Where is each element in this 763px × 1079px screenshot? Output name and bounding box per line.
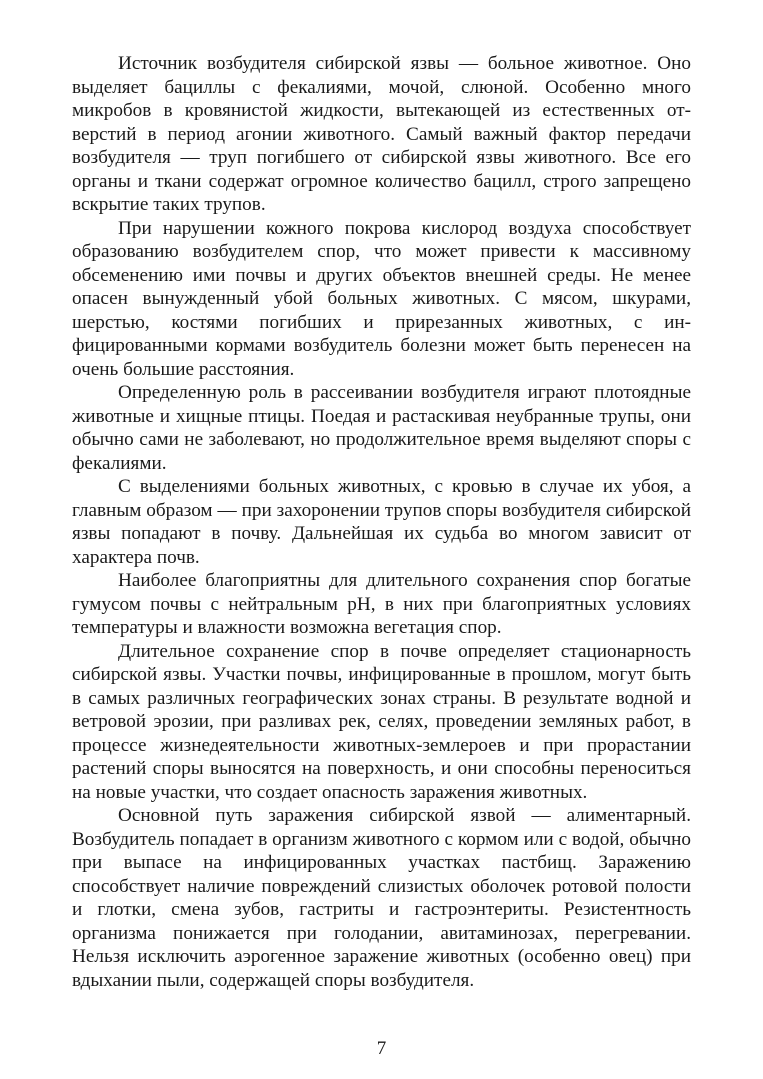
paragraph-5: Наиболее благоприятны для длительного сохранения спор богатые гумусом почвы с нейтральным pH, в них при благоприятных условиях температуры и влажности возможна вегетация спор. bbox=[72, 570, 691, 638]
paragraph-6: Длительное сохранение спор в почве определяет стационарность сибирской язвы. Участки почвы, инфицированные в прошлом, могут быть в самых различных географических зонах страны. В результате водной и ветровой эрозии, при разливах рек, селях, проведении земляных работ, в процессе жизнедеятельности животных-землероев и при прорастании растений споры выносятся на поверхность, и они способны переноситься на новые участки, что создает опасность заражения животных. bbox=[72, 640, 691, 803]
paragraph-1: Источник возбудителя сибирской язвы — больное животное. Оно выделяет бациллы с фекалиями, мочой, слюной. Особенно много микробов в кровянистой жидкости, вытекающей из естественных отверстий в период агонии животного. Самый важный фактор передачи возбудителя — труп погибшего от сибирской язвы животного. Все его органы и ткани содержат огромное количество бацилл, строго запрещено вскрытие таких трупов. bbox=[72, 53, 691, 215]
page-number: 7 bbox=[376, 1038, 387, 1059]
paragraph-3: Определенную роль в рассеивании возбудителя играют плотоядные животные и хищные птицы. Поедая и растаскивая неубранные трупы, они обычно сами не заболевают, но продолжительное время выделяют споры с фекалиями. bbox=[72, 382, 691, 474]
paragraph-7: Основной путь заражения сибирской язвой — алиментарный. Возбудитель попадает в организм животного с кормом или с водой, обычно при выпасе на инфицированных участках пастбищ. Заражению способствует наличие повреждений слизистых оболочек ротовой полости и глотки, смена зубов, гастриты и гастроэнтериты. Резистентность организма понижается при голодании, авитаминозах, перегревании. Нельзя исключить аэрогенное заражение животных (особенно овец) при вдыхании пыли, содержащей споры возбудителя. bbox=[72, 805, 691, 991]
page-body bbox=[72, 52, 691, 992]
paragraph-4: С выделениями больных животных, с кровью в случае их убоя, а главным образом — при захоронении трупов споры возбудителя сибирской язвы попадают в почву. Дальнейшая их судьба во многом зависит от характера почв. bbox=[72, 476, 691, 568]
paragraph-2: При нарушении кожного покрова кислород воздуха способствует образованию возбудителем спор, что может привести к массивному обсеменению ими почвы и других объектов внешней среды. Не менее опасен вынужденный убой больных животных. С мясом, шкурами, шерстью, костями погибших и прирезанных животных, с инфицированными кормами возбудитель болезни может быть перенесен на очень большие расстояния. bbox=[72, 217, 691, 380]
